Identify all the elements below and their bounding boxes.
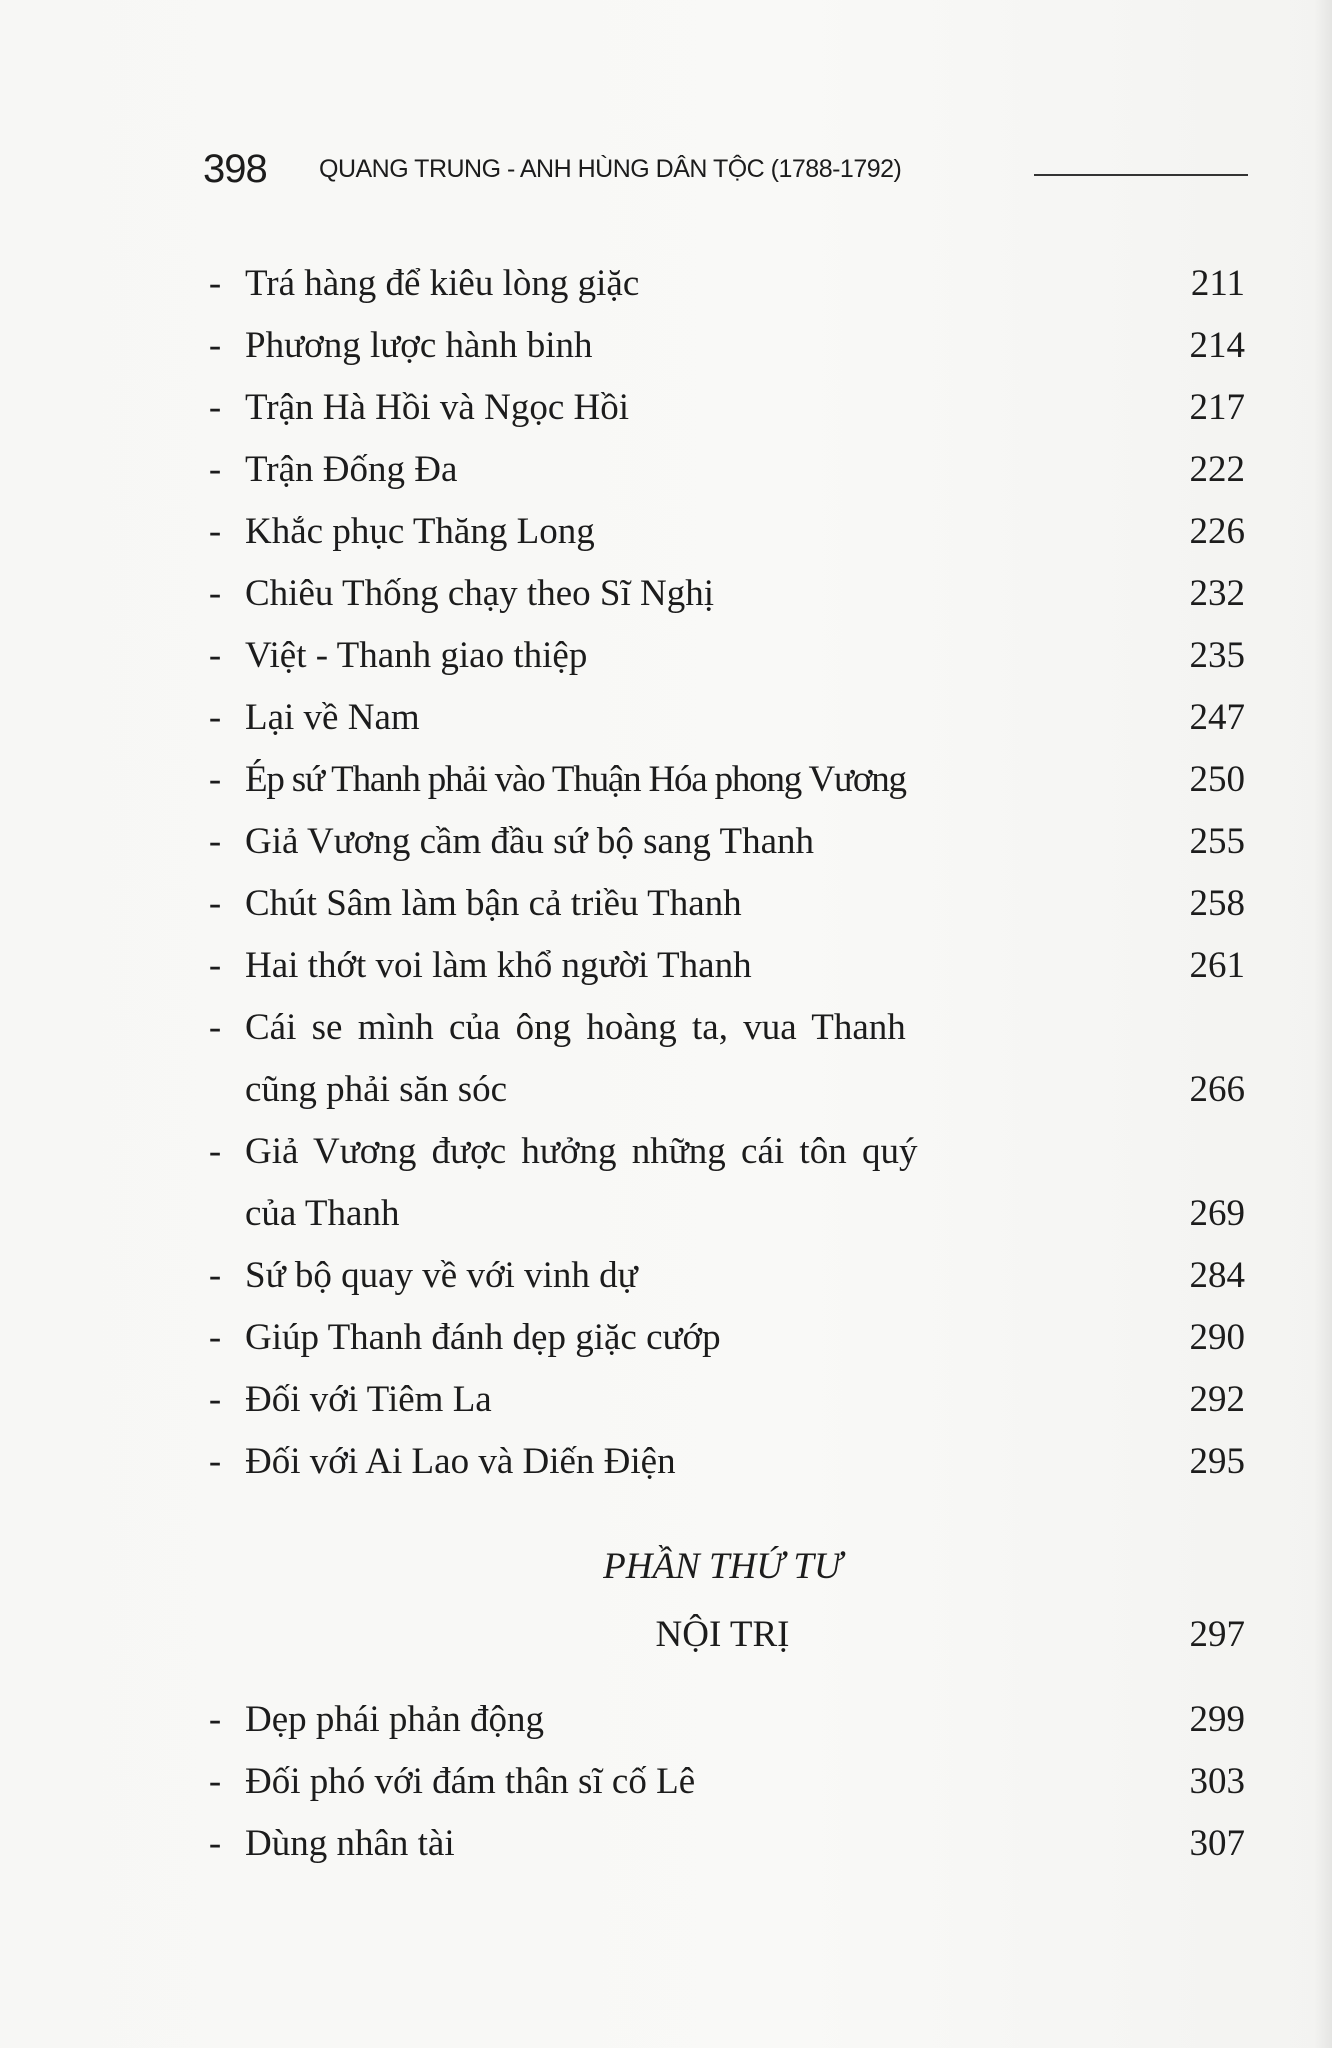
toc-entry-title: Trận Đống Đa: [245, 449, 458, 490]
toc-entry-title: Dùng nhân tài: [245, 1823, 455, 1864]
toc-entry-title: Phương lược hành binh: [245, 325, 593, 366]
toc-entry: [200, 1246, 1245, 1306]
toc-entry: [200, 936, 1245, 996]
toc-entry-title-continued: của Thanh: [245, 1193, 400, 1234]
bullet-dash: -: [208, 325, 222, 366]
toc-entry: [200, 1308, 1245, 1368]
toc-entry-title: Đối với Tiêm La: [245, 1379, 492, 1420]
bullet-dash: -: [208, 635, 222, 676]
toc-entry-page: 284: [1189, 1255, 1245, 1296]
bullet-dash: -: [208, 1441, 222, 1482]
bullet-dash: -: [208, 883, 222, 924]
toc-entry-page: 258: [1189, 883, 1245, 924]
toc-entry-title: Chút Sâm làm bận cả triều Thanh: [245, 883, 742, 924]
running-title: QUANG TRUNG - ANH HÙNG DÂN TỘC (1788-1792): [319, 155, 902, 183]
toc-entry-page: 290: [1189, 1317, 1245, 1358]
toc-entry: [200, 874, 1245, 934]
bullet-dash: -: [208, 573, 222, 614]
bullet-dash: -: [208, 1379, 222, 1420]
toc-entry: [200, 626, 1245, 686]
toc-entry-page: 250: [1189, 759, 1245, 800]
toc-entry: [200, 1690, 1245, 1750]
bullet-dash: -: [208, 1255, 222, 1296]
toc-entry: [200, 564, 1245, 624]
bullet-dash: -: [208, 1317, 222, 1358]
bullet-dash: -: [208, 1131, 222, 1172]
bullet-dash: -: [208, 697, 222, 738]
toc-entry-page: 303: [1189, 1761, 1245, 1802]
toc-entry: [200, 750, 1245, 810]
toc-entry-page: 211: [1190, 263, 1245, 304]
toc-entry: [200, 254, 1245, 314]
bullet-dash: -: [208, 387, 222, 428]
toc-entry-title: Dẹp phái phản động: [245, 1699, 545, 1740]
bullet-dash: -: [208, 1007, 222, 1048]
toc-entry-title-continued: cũng phải săn sóc: [245, 1069, 508, 1110]
toc-entry-title: Giả Vương được hưởng những cái tôn quý: [245, 1131, 918, 1172]
toc-entry-page: 214: [1189, 325, 1245, 366]
toc-entry: [200, 812, 1245, 872]
bullet-dash: -: [208, 449, 222, 490]
toc-entry-title: Trá hàng để kiêu lòng giặc: [245, 263, 640, 304]
toc-entry-title: Hai thớt voi làm khổ người Thanh: [245, 945, 752, 986]
toc-entry-title: Chiêu Thống chạy theo Sĩ Nghị: [245, 573, 714, 614]
toc-entry-page: 307: [1189, 1823, 1245, 1864]
toc-entry: [200, 378, 1245, 438]
toc-entry-title: Giả Vương cầm đầu sứ bộ sang Thanh: [245, 821, 815, 862]
section-page: 297: [1189, 1614, 1245, 1655]
toc-entry-page: 235: [1189, 635, 1245, 676]
toc-entry-page: 261: [1189, 945, 1245, 986]
bullet-dash: -: [208, 945, 222, 986]
toc-entry: [200, 440, 1245, 500]
bullet-dash: -: [208, 511, 222, 552]
toc-entry: [200, 1122, 1245, 1234]
toc-entry-title: Cái se mình của ông hoàng ta, vua Thanh: [245, 1007, 906, 1048]
toc-entry-title: Việt - Thanh giao thiệp: [245, 635, 588, 676]
toc-entry-page: 269: [1189, 1193, 1245, 1234]
toc-entry-page: 222: [1189, 449, 1245, 490]
bullet-dash: -: [208, 1823, 222, 1864]
toc-entry: [200, 316, 1245, 376]
toc-entry-title: Sứ bộ quay về với vinh dự: [245, 1255, 638, 1296]
bullet-dash: -: [208, 1761, 222, 1802]
toc-entry: [200, 688, 1245, 748]
toc-entry-page: 232: [1189, 573, 1245, 614]
toc-entry-title: Đối với Ai Lao và Diến Điện: [245, 1441, 676, 1482]
section-title: NỘI TRỊ: [655, 1614, 790, 1655]
toc-entry-page: 292: [1189, 1379, 1245, 1420]
toc-entry: [200, 1370, 1245, 1430]
toc-entry-page: 247: [1189, 697, 1245, 738]
toc-entry-title: Lại về Nam: [245, 697, 420, 738]
toc-entry-title: Đối phó với đám thân sĩ cố Lê: [245, 1761, 696, 1802]
toc-entry-page: 295: [1189, 1441, 1245, 1482]
toc-entry: [200, 1814, 1245, 1874]
toc-entry: [200, 1432, 1245, 1492]
section-title-row: [200, 1605, 1245, 1665]
toc-entry-page: 255: [1189, 821, 1245, 862]
toc-entry-page: 217: [1189, 387, 1245, 428]
bullet-dash: -: [208, 263, 222, 304]
toc-entry-title: Trận Hà Hồi và Ngọc Hồi: [245, 387, 630, 428]
toc-entry: [200, 502, 1245, 562]
toc-entry-page: 226: [1189, 511, 1245, 552]
toc-entry-title: Khắc phục Thăng Long: [245, 511, 595, 552]
toc-entry-title: Giúp Thanh đánh dẹp giặc cướp: [245, 1317, 721, 1358]
toc-entry-page: 299: [1189, 1699, 1245, 1740]
bullet-dash: -: [208, 1699, 222, 1740]
bullet-dash: -: [208, 759, 222, 800]
toc-entry-title: Ép sứ Thanh phải vào Thuận Hóa phong Vương: [245, 759, 906, 800]
toc-entry-page: 266: [1189, 1069, 1245, 1110]
part-label: PHẦN THỨ TƯ: [603, 1546, 842, 1587]
bullet-dash: -: [208, 821, 222, 862]
page-number: 398: [203, 147, 267, 191]
toc-entry: [200, 1752, 1245, 1812]
toc-entry: [200, 998, 1245, 1110]
